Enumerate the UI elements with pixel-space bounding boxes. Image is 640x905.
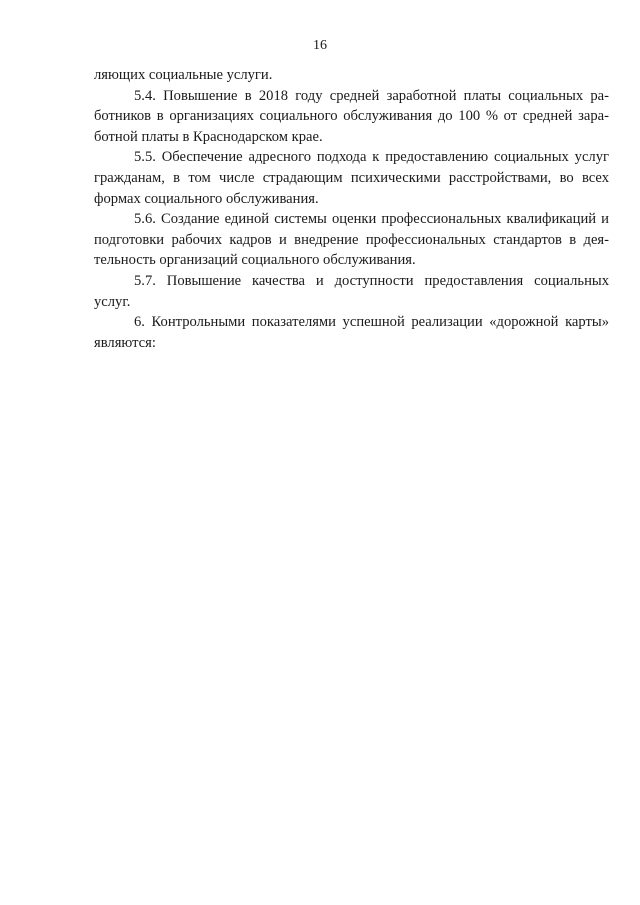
paragraph-5-5 xyxy=(94,147,609,209)
text-line: ляющих социальные услуги. xyxy=(94,67,273,83)
paragraph-5-6 xyxy=(94,209,609,271)
text-line: 5.5. Обеспечение адресного подхода к предоставлению социальных услуг xyxy=(134,149,609,166)
paragraph-5-7 xyxy=(94,271,609,312)
text-line: подготовки рабочих кадров и внедрение профессиональных стандартов в дея- xyxy=(94,231,609,248)
paragraph-continuation xyxy=(94,65,609,86)
text-line: 5.6. Создание единой системы оценки профессиональных квалификаций и xyxy=(134,211,609,228)
paragraph-5-4 xyxy=(94,86,609,148)
paragraph-6 xyxy=(94,312,609,353)
page-number: 16 xyxy=(313,38,327,53)
text-line: 5.7. Повышение качества и доступности предоставления социальных xyxy=(134,272,609,289)
text-line: услуг. xyxy=(94,293,131,310)
text-line: тельность организаций социального обслуживания. xyxy=(94,252,416,269)
text-line: 6. Контрольными показателями успешной реализации «дорожной карты» xyxy=(134,314,609,331)
text-line: ботной платы в Краснодарском крае. xyxy=(94,128,323,145)
text-line: гражданам, в том числе страдающим психическими расстройствами, во всех xyxy=(94,169,609,186)
body-text xyxy=(94,65,609,353)
text-line: ботников в организациях социального обслуживания до 100 % от средней зара- xyxy=(94,108,609,125)
text-line: 5.4. Повышение в 2018 году средней заработной платы социальных ра- xyxy=(134,87,609,104)
text-line: формах социального обслуживания. xyxy=(94,190,319,207)
text-line: являются: xyxy=(94,334,156,351)
